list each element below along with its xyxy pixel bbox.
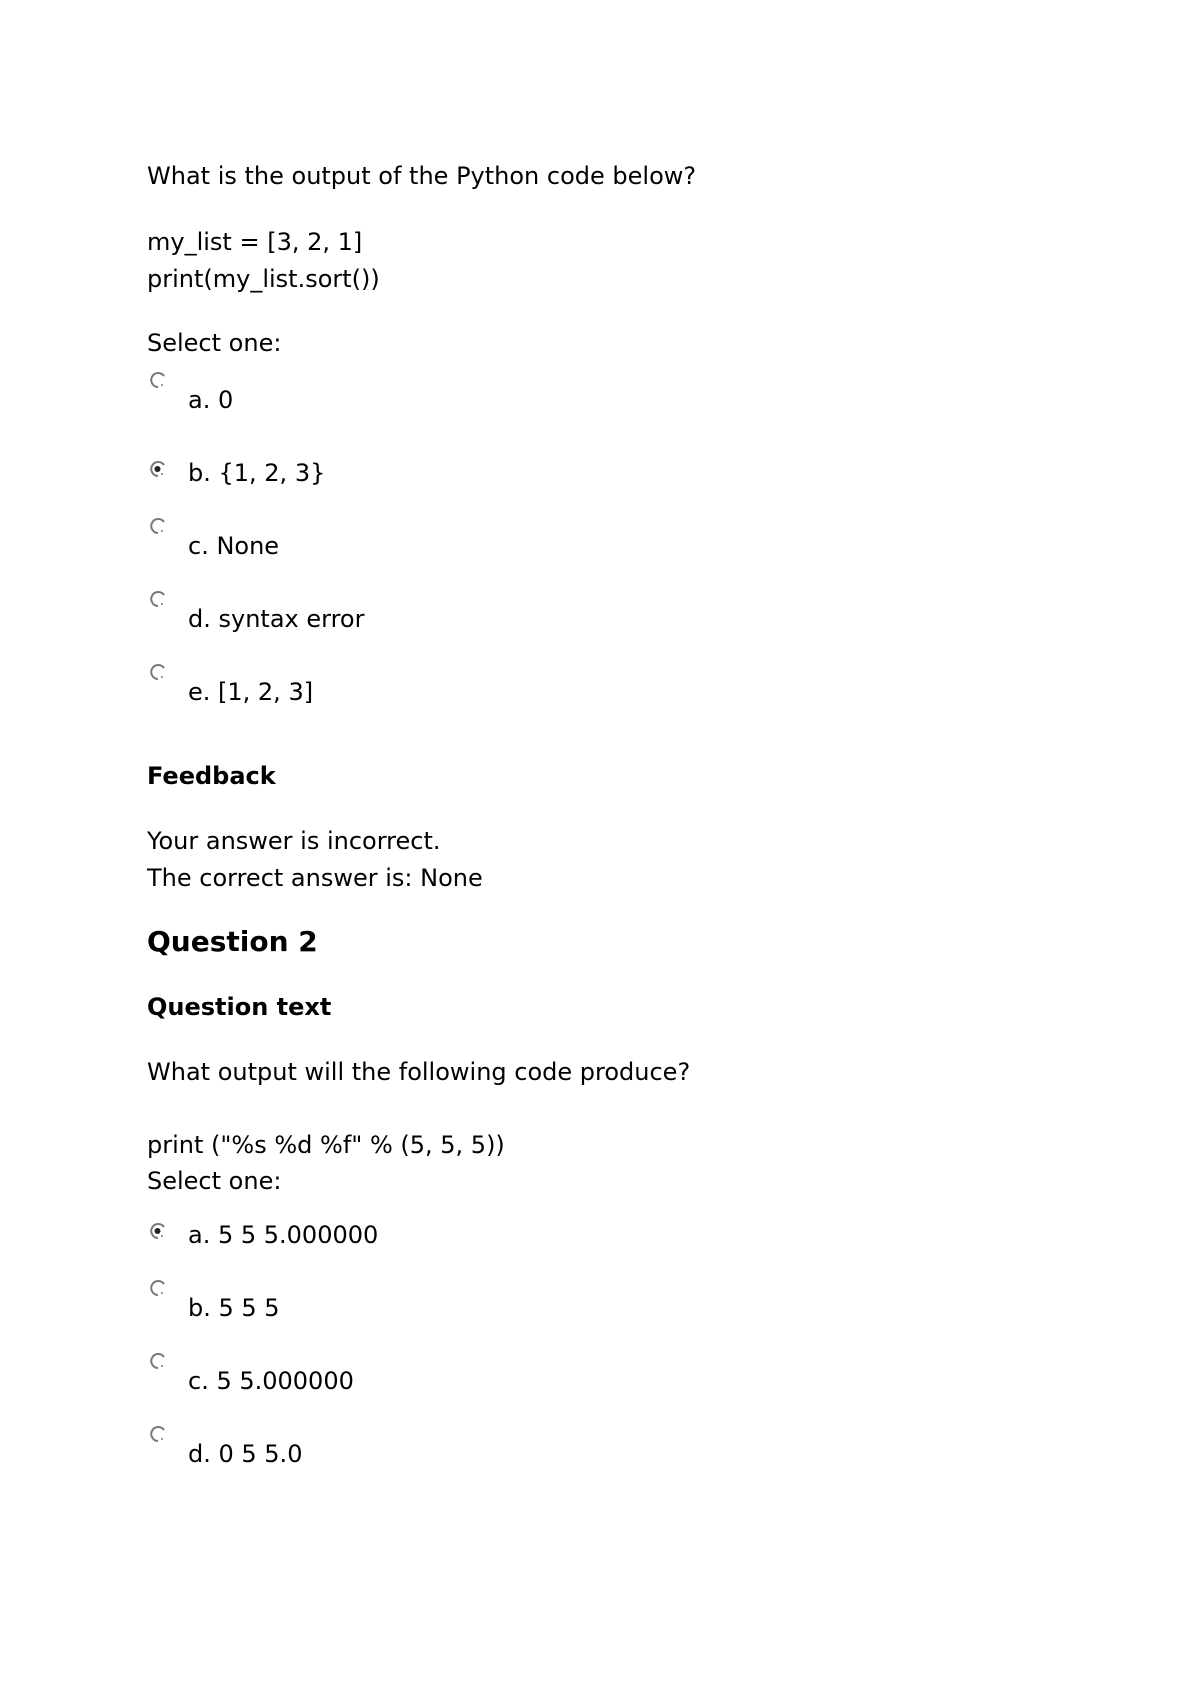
question1-code-line1: my_list = [3, 2, 1] [147,228,363,256]
question2-option-a[interactable]: a. 5 5 5.000000 [188,1221,379,1249]
question1-select-label: Select one: [147,329,282,357]
question2-code-line1: print ("%s %d %f" % (5, 5, 5)) [147,1131,505,1159]
radio-button-icon[interactable] [149,1425,167,1443]
radio-button-icon[interactable] [149,1222,167,1240]
question1-option-d[interactable]: d. syntax error [188,605,365,633]
question2-title: Question 2 [147,925,318,958]
radio-button-icon[interactable] [149,1279,167,1297]
question1-code-line2: print(my_list.sort()) [147,265,380,293]
question2-option-b[interactable]: b. 5 5 5 [188,1294,280,1322]
radio-button-icon[interactable] [149,517,167,535]
question1-option-e[interactable]: e. [1, 2, 3] [188,678,314,706]
question2-option-c[interactable]: c. 5 5.000000 [188,1367,354,1395]
radio-button-icon[interactable] [149,371,167,389]
question2-select-label: Select one: [147,1167,282,1195]
question2-text-heading: Question text [147,993,332,1021]
feedback-heading: Feedback [147,762,276,790]
question1-option-a[interactable]: a. 0 [188,386,234,414]
question1-option-b[interactable]: b. {1, 2, 3} [188,459,326,487]
question2-option-d[interactable]: d. 0 5 5.0 [188,1440,303,1468]
radio-button-icon[interactable] [149,460,167,478]
radio-button-icon[interactable] [149,663,167,681]
feedback-line2: The correct answer is: None [147,864,483,892]
radio-button-icon[interactable] [149,590,167,608]
feedback-line1: Your answer is incorrect. [147,827,441,855]
question2-prompt: What output will the following code produce? [147,1058,691,1086]
question1-prompt: What is the output of the Python code below? [147,162,697,190]
radio-button-icon[interactable] [149,1352,167,1370]
question1-option-c[interactable]: c. None [188,532,280,560]
